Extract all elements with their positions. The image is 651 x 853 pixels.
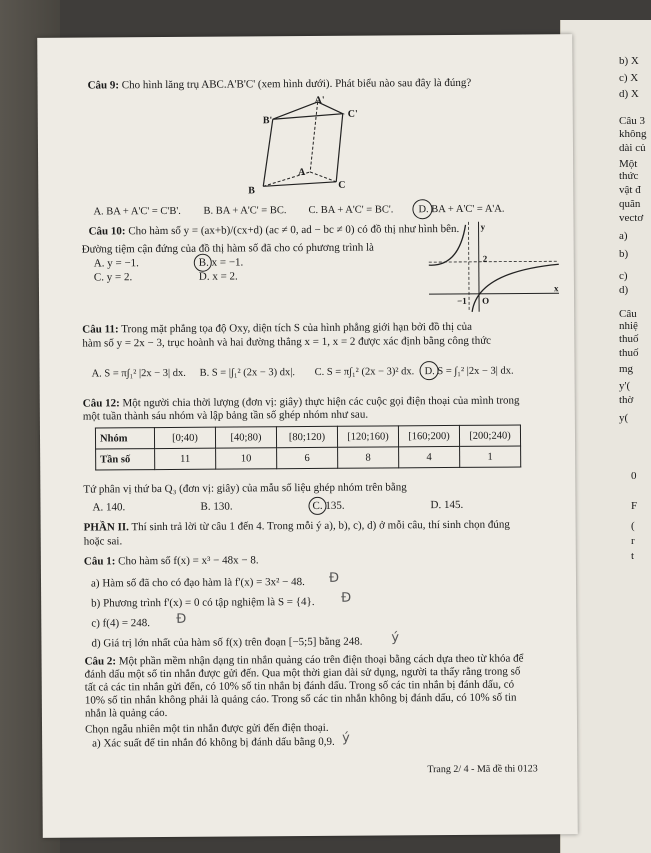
graph-label-minus1: −1 (457, 295, 467, 306)
q12-option-a: A. 140. (92, 501, 126, 514)
c2-text-3: tất cả các tin nhắn gửi đến, có 10% số tin nhắn bị đánh dấu. Trong số các tin nhắn bị đánh dấu, có (84, 678, 515, 694)
q11-title: Câu 11: (82, 323, 119, 336)
q9-title: Câu 9: (87, 79, 120, 92)
c2-item-a: a) Xác suất để tin nhắn đó không bị đánh dấu bằng 0,9. (92, 735, 335, 750)
q9-option-a: A. BA + A'C' = C'B'. (93, 205, 181, 218)
table-cell: [40;80) (215, 427, 276, 448)
q12-question: Tứ phân vị thứ ba Q₃ (đơn vị: giây) của mẫu số liệu ghép nhóm trên bằng (83, 481, 407, 496)
handwritten-mark-b: Đ (341, 590, 352, 606)
part2-line (84, 519, 510, 535)
label-b-prime: B' (262, 115, 273, 127)
table-header-row (95, 425, 520, 449)
table-cell: 6 (277, 447, 338, 468)
answer-circle-q11 (419, 361, 438, 380)
table-row (96, 446, 521, 470)
table-cell: 10 (216, 448, 277, 469)
adjacent-page-fragment: vectơ (619, 212, 644, 224)
graph-x-axis (429, 293, 559, 294)
adjacent-page-fragment: y'( (619, 380, 631, 392)
q10-option-c: C. y = 2. (93, 271, 133, 284)
adjacent-page-fragment: d) X (619, 88, 639, 100)
part2-text2: hoặc sai. (83, 535, 123, 548)
adjacent-page-fragment: b) (619, 248, 629, 260)
q12-text: Một người chia thời lượng (đơn vị: giây) thực hiện các cuộc gọi điện thoại của mình trong (122, 394, 520, 410)
q9-option-b: B. BA + A'C' = BC. (203, 205, 287, 217)
graph-curve-left (429, 225, 466, 265)
adjacent-page-fragment: thuố (619, 347, 639, 359)
q9-text: Cho hình lăng trụ ABC.A'B'C' (xem hình dưới). Phát biểu nào sau đây là đúng? (121, 76, 472, 92)
q11-text2: hàm số y = 2x − 3, trục hoành và hai đường thẳng x = 1, x = 2 được xác định bằng công thức (82, 334, 492, 350)
q11-option-d: D. S = ∫₁² |2x − 3| dx. (424, 365, 514, 378)
answer-circle-q12 (308, 497, 326, 515)
adjacent-page-fragment: thức (619, 170, 639, 182)
c1-title: Câu 1: (83, 555, 116, 568)
adjacent-page-fragment: quãn (619, 198, 641, 210)
table-cell: Tần số (96, 449, 155, 470)
q12-option-b: B. 130. (200, 500, 233, 513)
label-c: C (338, 179, 346, 191)
handwritten-mark-a: Đ (328, 570, 340, 586)
graph-label-origin: O (482, 295, 490, 306)
c1-line (84, 554, 259, 568)
adjacent-page-fragment: Câu 3 (619, 115, 645, 127)
answer-circle-q10 (194, 254, 212, 272)
handwritten-mark-c: Đ (176, 611, 187, 627)
adjacent-page-fragment: d) (619, 284, 629, 296)
q10-title: Câu 10: (88, 225, 126, 238)
part2-title: PHẦN II. (83, 521, 129, 534)
q12-option-d: D. 145. (430, 498, 464, 512)
adjacent-page-fragment: không (619, 128, 647, 140)
adjacent-page-fragment: mg (619, 363, 634, 375)
table-cell: 1 (460, 446, 521, 467)
c2-text-2: đánh dấu một số tin nhắn được gửi đến. Qua một thời gian dài sử dụng, người ta thấy rằng trong số (84, 665, 521, 681)
label-c-prime: C' (347, 108, 358, 120)
q12-option-c: C. 135. (312, 499, 345, 512)
graph-label-x: x (553, 283, 559, 294)
c1-text: Cho hàm số f(x) = x³ − 48x − 8. (118, 554, 259, 568)
table-cell: 8 (338, 447, 399, 468)
q12-text2: một tuần thành sáu nhóm và lập bảng tần số ghép nhóm như sau. (82, 408, 369, 423)
table-cell: [80;120) (276, 426, 337, 447)
q11-option-b: B. S = |∫₁² (2x − 3) dx|. (199, 367, 296, 379)
adjacent-page-fragment: a) (619, 230, 628, 242)
q9-line (88, 77, 472, 93)
prism-edge-cc (336, 114, 343, 182)
adjacent-page-fragment: t (631, 550, 635, 562)
adjacent-page-fragment: b) X (619, 55, 639, 67)
graph-vertical-asymptote (469, 222, 470, 312)
handwritten-mark-d: ý (391, 630, 400, 646)
c2-text-4: 10% số tin nhắn không phải là quảng cáo. Trong số các tin nhắn không bị đánh dấu, có 10% số tin (84, 691, 517, 707)
c2-choose: Chọn ngẫu nhiên một tin nhắn được gửi đến điện thoại. (85, 721, 329, 736)
adjacent-page-fragment: Câu (619, 308, 637, 320)
prism-edge-ac (310, 172, 336, 182)
adjacent-page-fragment: r (631, 535, 635, 547)
table-cell: Nhóm (95, 428, 154, 449)
q10-option-d: D. x = 2. (198, 270, 238, 283)
exam-page (37, 34, 578, 838)
adjacent-page-fragment: 0 (631, 470, 637, 482)
c1-item-a: a) Hàm số đã cho có đạo hàm là f'(x) = 3x² − 48. (90, 576, 305, 590)
handwritten-mark-c2a: ý (342, 730, 350, 746)
table-cell: 11 (155, 448, 216, 469)
prism-top-face (273, 102, 343, 119)
frequency-table (95, 425, 521, 471)
q10-option-b: B. x = −1. (198, 256, 244, 269)
graph-label-2: 2 (482, 253, 488, 264)
adjacent-page-fragment: ( (631, 520, 635, 532)
q9-option-c: C. BA + A'C' = BC'. (308, 204, 394, 216)
q11-line (82, 321, 472, 337)
graph-label-y: y (480, 221, 486, 232)
q11-option-a: A. S = π∫₁² |2x − 3| dx. (91, 367, 186, 380)
table-cell: [120;160) (337, 426, 398, 447)
adjacent-page-fragment: vật đ (619, 184, 641, 196)
c2-text-1: Một phần mềm nhận dạng tin nhắn quảng cáo trên điện thoại bằng cách dựa theo từ khóa để (118, 652, 524, 668)
label-b: B (248, 185, 255, 197)
c1-item-b: b) Phương trình f'(x) = 0 có tập nghiệm là S = {4}. (91, 595, 315, 610)
page-footer: Trang 2/ 4 - Mã đề thi 0123 (427, 763, 538, 776)
adjacent-page-fragment: thờ (619, 394, 634, 406)
adjacent-page-fragment: thuố (619, 333, 639, 345)
q9-option-d: D. BA + A'C' = A'A. (418, 203, 505, 216)
adjacent-page-fragment: F (631, 500, 638, 512)
part2-text: Thí sinh trả lời từ câu 1 đến 4. Trong mỗi ý a), b), c), d) ở mỗi câu, thí sinh chọn đúng (131, 518, 510, 534)
table-cell: [200;240) (459, 425, 520, 446)
table-cell: [160;200) (398, 425, 459, 446)
prism-figure (248, 94, 379, 195)
adjacent-page-fragment: nhiệ (619, 320, 638, 332)
q11-option-c: C. S = π∫₁² (2x − 3)² dx. (314, 366, 415, 378)
c1-item-c: c) f(4) = 248. (91, 617, 151, 630)
q10-text2: Đường tiệm cận đứng của đồ thị hàm số đã cho có phương trình là (81, 241, 374, 256)
c2-title: Câu 2: (84, 655, 117, 668)
adjacent-page-fragment: c) X (619, 72, 639, 84)
table-cell: [0;40) (154, 427, 215, 448)
q10-text: Cho hàm số y = (ax+b)/(cx+d) (ac ≠ 0, ad − bc ≠ 0) có đồ thị như hình bên. (128, 222, 460, 238)
adjacent-page-fragment: dài củ (619, 142, 646, 154)
graph-y-axis (479, 222, 480, 312)
prism-edge-bb (263, 119, 273, 186)
q12-title: Câu 12: (82, 397, 120, 410)
label-a-prime: A' (314, 94, 325, 106)
q10-option-a: A. y = −1. (93, 257, 139, 270)
adjacent-page-fragment: Một (619, 158, 638, 170)
c2-text-5: nhắn là quảng cáo. (84, 706, 168, 720)
prism-edge-aa (310, 102, 318, 172)
adjacent-page-fragment: c) (619, 270, 628, 282)
table-cell: 4 (399, 446, 460, 467)
q10-line (89, 223, 460, 239)
label-a: A (298, 167, 306, 179)
adjacent-page-fragment: y( (619, 412, 629, 424)
c1-item-d: d) Giá trị lớn nhất của hàm số f(x) trên đoạn [−5;5] bằng 248. (91, 635, 363, 650)
answer-circle-q9 (412, 199, 432, 219)
q11-text: Trong mặt phẳng tọa độ Oxy, diện tích S của hình phẳng giới hạn bởi đồ thị của (121, 320, 473, 336)
hyperbola-graph (423, 219, 564, 315)
graph-horizontal-asymptote (429, 261, 559, 262)
